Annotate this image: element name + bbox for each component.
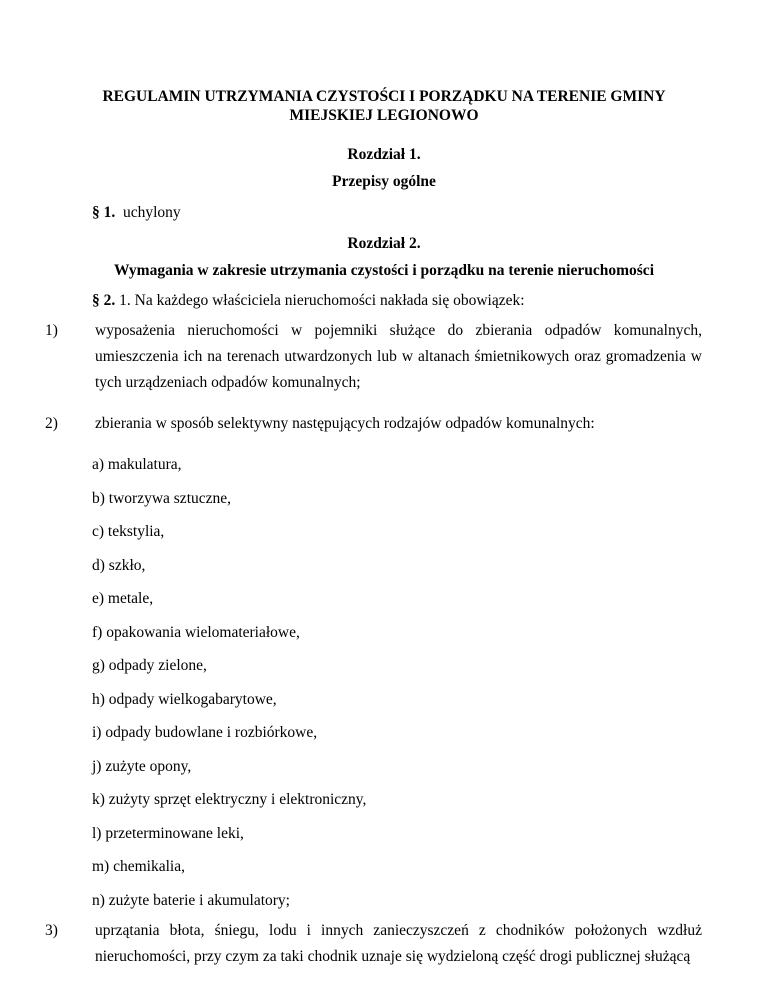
waste-type-item: j) zużyte opony, [92,758,192,775]
waste-type-item: d) szkło, [92,557,146,574]
chapter2-subtitle: Wymagania w zakresie utrzymania czystości i porządku na terenie nieruchomości [113,262,654,279]
section-2 [92,291,525,310]
chapter2-heading: Rozdział 2. [347,235,421,252]
list-item-3-text: uprzątania błota, śniegu, lodu i innych zanieczyszczeń z chodników położonych wzdłuż nieruchomości, przy czym za taki chodnik uznaje się wydzieloną część drogi publicznej służącą [95,922,702,965]
document-title-line1: REGULAMIN UTRZYMANIA CZYSTOŚCI I PORZĄDKU NA TERENIE GMINY [102,88,666,105]
waste-type-item: h) odpady wielkogabarytowe, [92,691,277,708]
waste-type-item: g) odpady zielone, [92,657,207,674]
waste-type-item: n) zużyte baterie i akumulatory; [92,892,290,909]
chapter1-subtitle: Przepisy ogólne [332,173,436,190]
document-title-line2: MIEJSKIEJ LEGIONOWO [289,107,479,124]
list-item-3 [45,918,702,970]
list-item-1 [45,318,702,396]
section-2-mark: § 2. [92,292,116,309]
section-1-mark: § 1. [92,204,116,221]
chapter1-heading: Rozdział 1. [347,146,421,163]
section-1 [92,203,181,222]
list-item-1-text: wyposażenia nieruchomości w pojemniki służące do zbierania odpadów komunalnych, umieszczenia ich na terenach utwardzonych lub w altanach śmietnikowych oraz gromadzenia w tych urządzeniach odpadów komunalnych; [95,322,702,391]
list-item-2 [45,411,702,437]
waste-type-item: c) tekstylia, [92,523,165,540]
document-title [0,87,768,125]
waste-type-item: f) opakowania wielomateriałowe, [92,624,300,641]
waste-type-item: m) chemikalia, [92,858,185,875]
waste-type-item: e) metale, [92,590,154,607]
list-item-2-number: 2) [45,415,58,432]
waste-type-item: i) odpady budowlane i rozbiórkowe, [92,724,318,741]
section-2-text: 1. Na każdego właściciela nieruchomości nakłada się obowiązek: [119,292,525,309]
waste-type-item: b) tworzywa sztuczne, [92,490,232,507]
list-item-3-number: 3) [45,922,58,939]
section-1-text: uchylony [123,204,181,221]
waste-type-item: k) zużyty sprzęt elektryczny i elektroniczny, [92,791,367,808]
list-item-1-number: 1) [45,322,58,339]
waste-type-item: a) makulatura, [92,456,182,473]
waste-type-item: l) przeterminowane leki, [92,825,244,842]
list-item-2-text: zbierania w sposób selektywny następujących rodzajów odpadów komunalnych: [95,415,595,432]
